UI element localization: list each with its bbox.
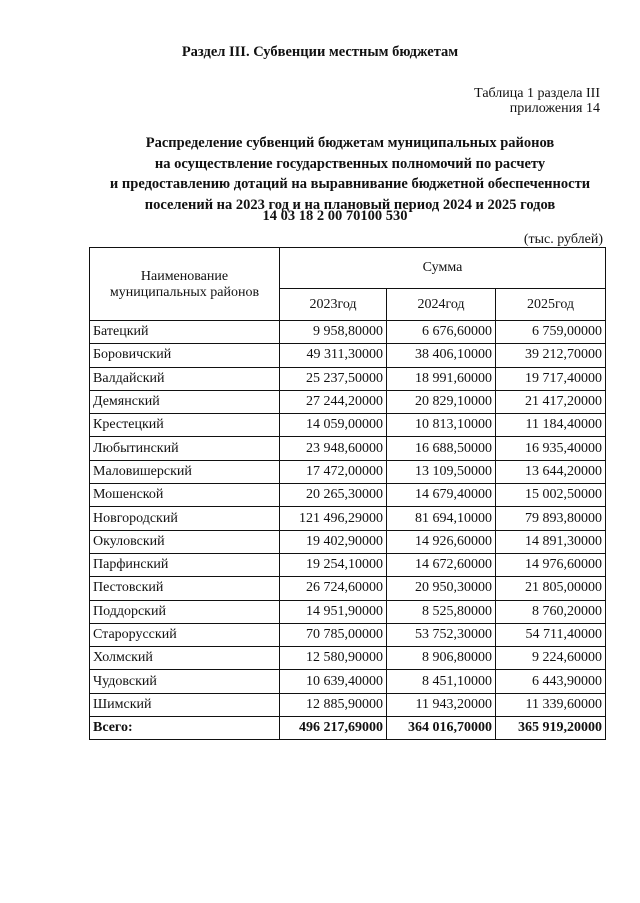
table-row <box>90 460 606 483</box>
total-value: 364 016,70000 <box>387 717 496 740</box>
amount-cell: 14 926,60000 <box>387 530 496 553</box>
heading-line: поселений на 2023 год и на плановый период 2024 и 2025 годов <box>144 196 556 213</box>
amount-cell: 79 893,80000 <box>496 507 606 530</box>
amount-cell: 19 717,40000 <box>496 367 606 390</box>
amount-cell: 121 496,29000 <box>280 507 387 530</box>
amount-cell: 16 935,40000 <box>496 437 606 460</box>
table-row <box>90 670 606 693</box>
amount-cell: 8 906,80000 <box>387 647 496 670</box>
amount-cell: 8 760,20000 <box>496 600 606 623</box>
amount-cell: 49 311,30000 <box>280 344 387 367</box>
amount-cell: 12 885,90000 <box>280 693 387 716</box>
amount-cell: 9 958,80000 <box>280 321 387 344</box>
amount-cell: 81 694,10000 <box>387 507 496 530</box>
heading-line: Распределение субвенций бюджетам муниципальных районов <box>145 135 555 151</box>
column-header-year: 2023год <box>280 289 387 321</box>
table-row <box>90 693 606 716</box>
column-header-year: 2025год <box>496 289 606 321</box>
amount-cell: 14 059,00000 <box>280 414 387 437</box>
district-name: Холмский <box>90 647 280 670</box>
amount-cell: 6 676,60000 <box>387 321 496 344</box>
table-reference-line: Таблица 1 раздела III <box>474 86 600 101</box>
total-value: 365 919,20000 <box>496 717 606 740</box>
table-header-row <box>90 248 606 289</box>
amount-cell: 14 951,90000 <box>280 600 387 623</box>
units-note: (тыс. рублей) <box>523 232 603 247</box>
table-row <box>90 623 606 646</box>
amount-cell: 26 724,60000 <box>280 577 387 600</box>
amount-cell: 6 759,00000 <box>496 321 606 344</box>
district-name: Окуловский <box>90 530 280 553</box>
district-name: Новгородский <box>90 507 280 530</box>
document-heading <box>80 133 620 215</box>
heading-line: на осуществление государственных полномочий по расчету <box>154 155 546 172</box>
table-row <box>90 390 606 413</box>
district-name: Старорусский <box>90 623 280 646</box>
amount-cell: 53 752,30000 <box>387 623 496 646</box>
header-line: муниципальных районов <box>109 285 260 300</box>
table-row <box>90 437 606 460</box>
table-row <box>90 600 606 623</box>
district-name: Любытинский <box>90 437 280 460</box>
district-name: Чудовский <box>90 670 280 693</box>
amount-cell: 19 402,90000 <box>280 530 387 553</box>
district-name: Валдайский <box>90 367 280 390</box>
district-name: Мошенской <box>90 484 280 507</box>
amount-cell: 23 948,60000 <box>280 437 387 460</box>
amount-cell: 18 991,60000 <box>387 367 496 390</box>
amount-cell: 17 472,00000 <box>280 460 387 483</box>
amount-cell: 39 212,70000 <box>496 344 606 367</box>
amount-cell: 14 891,30000 <box>496 530 606 553</box>
amount-cell: 14 976,60000 <box>496 553 606 576</box>
table-row <box>90 530 606 553</box>
amount-cell: 54 711,40000 <box>496 623 606 646</box>
amount-cell: 10 813,10000 <box>387 414 496 437</box>
table-reference-line: приложения 14 <box>509 101 600 116</box>
amount-cell: 19 254,10000 <box>280 553 387 576</box>
budget-code: 14 03 18 2 00 70100 530 <box>262 208 408 224</box>
district-name: Крестецкий <box>90 414 280 437</box>
amount-cell: 70 785,00000 <box>280 623 387 646</box>
amount-cell: 16 688,50000 <box>387 437 496 460</box>
district-name: Парфинский <box>90 553 280 576</box>
amount-cell: 15 002,50000 <box>496 484 606 507</box>
amount-cell: 13 109,50000 <box>387 460 496 483</box>
amount-cell: 20 950,30000 <box>387 577 496 600</box>
district-name: Поддорский <box>90 600 280 623</box>
section-title: Раздел III. Субвенции местным бюджетам <box>181 44 459 60</box>
district-name: Пестовский <box>90 577 280 600</box>
amount-cell: 14 679,40000 <box>387 484 496 507</box>
amount-cell: 25 237,50000 <box>280 367 387 390</box>
column-header-year: 2024год <box>387 289 496 321</box>
table-reference <box>474 86 600 116</box>
amount-cell: 20 829,10000 <box>387 390 496 413</box>
table-row <box>90 577 606 600</box>
table-row <box>90 414 606 437</box>
amount-cell: 10 639,40000 <box>280 670 387 693</box>
amount-cell: 11 339,60000 <box>496 693 606 716</box>
table-row <box>90 507 606 530</box>
district-name: Батецкий <box>90 321 280 344</box>
amount-cell: 12 580,90000 <box>280 647 387 670</box>
total-label: Всего: <box>90 717 280 740</box>
table-row <box>90 647 606 670</box>
column-header-name <box>90 248 280 321</box>
amount-cell: 14 672,60000 <box>387 553 496 576</box>
amount-cell: 21 805,00000 <box>496 577 606 600</box>
amount-cell: 9 224,60000 <box>496 647 606 670</box>
subsidy-table <box>89 247 606 740</box>
heading-line: и предоставлению дотаций на выравнивание бюджетной обеспеченности <box>109 176 591 192</box>
table-row <box>90 367 606 390</box>
amount-cell: 11 184,40000 <box>496 414 606 437</box>
amount-cell: 8 525,80000 <box>387 600 496 623</box>
district-name: Шимский <box>90 693 280 716</box>
amount-cell: 13 644,20000 <box>496 460 606 483</box>
table-total-row <box>90 717 606 740</box>
header-line: Наименование <box>140 269 229 284</box>
table-row <box>90 321 606 344</box>
amount-cell: 27 244,20000 <box>280 390 387 413</box>
district-name: Маловишерский <box>90 460 280 483</box>
column-header-sum: Сумма <box>280 248 606 289</box>
amount-cell: 38 406,10000 <box>387 344 496 367</box>
table-row <box>90 553 606 576</box>
total-value: 496 217,69000 <box>280 717 387 740</box>
district-name: Демянский <box>90 390 280 413</box>
district-name: Боровичский <box>90 344 280 367</box>
table-row <box>90 344 606 367</box>
amount-cell: 11 943,20000 <box>387 693 496 716</box>
amount-cell: 8 451,10000 <box>387 670 496 693</box>
amount-cell: 20 265,30000 <box>280 484 387 507</box>
amount-cell: 6 443,90000 <box>496 670 606 693</box>
table-row <box>90 484 606 507</box>
amount-cell: 21 417,20000 <box>496 390 606 413</box>
